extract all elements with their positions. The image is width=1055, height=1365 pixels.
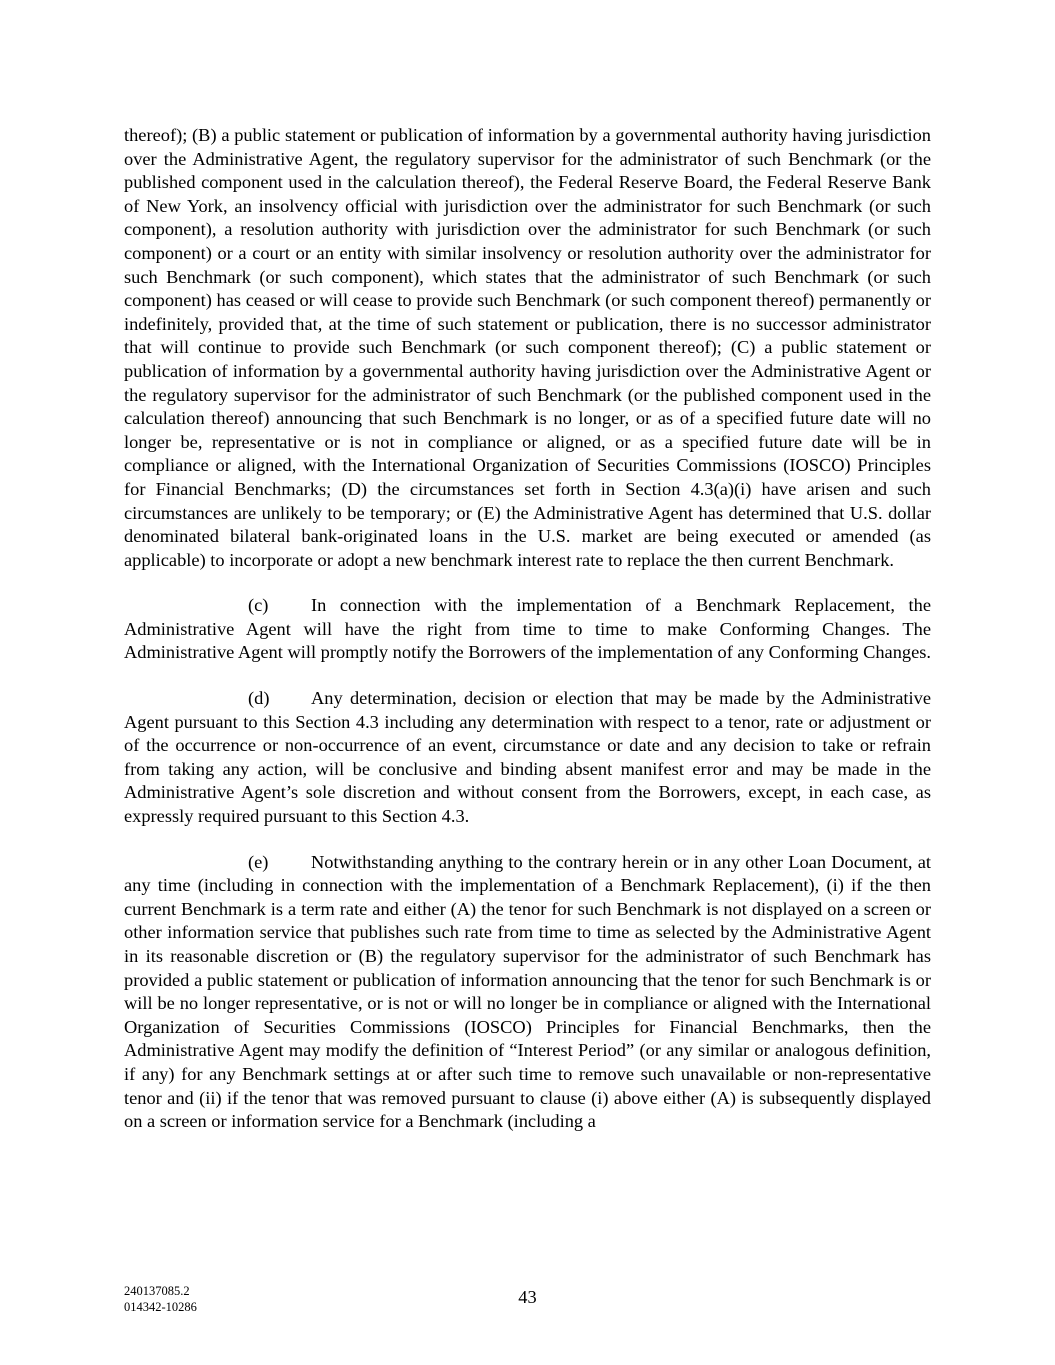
paragraph-text: thereof); (B) a public statement or publication of information by a governmental authority having jurisdiction over the Administrative Agent, the regulatory supervisor for the administrator of such Benchmark (or the published component used in the calculation thereof), the Federal Reserve Board, the Federal Reserve Bank of New York, an insolvency official with jurisdiction over the administrator for such Benchmark (or such component), a resolution authority with jurisdiction over the administrator for such Benchmark (or such component) or a court or an entity with similar insolvency or resolution authority over the administrator for such Benchmark (or such component), which states that the administrator of such Benchmark (or such component) has ceased or will cease to provide such Benchmark (or such component thereof) permanently or indefinitely, provided that, at the time of such statement or publication, there is no successor administrator that will continue to provide such Benchmark (or such component thereof); (C) a public statement or publication of information by a governmental authority having jurisdiction over the Administrative Agent or the regulatory supervisor for the administrator of such Benchmark (or the published component used in the calculation thereof) announcing that such Benchmark is no longer, or as of a specified future date will no longer be, representative or is not in compliance or aligned, or as a specified future date will be in compliance or aligned, with the International Organization of Securities Commissions (IOSCO) Principles for Financial Benchmarks; (D) the circumstances set forth in Section 4.3(a)(i) have arisen and such circumstances are unlikely to be temporary; or (E) the Administrative Agent has determined that U.S. dollar denominated bilateral bank-originated loans in the U.S. market are being executed or amended (as applicable) to incorporate or adopt a new benchmark interest rate to replace the then current Benchmark.: [124, 125, 931, 570]
footer-matter-id: 014342-10286: [124, 1300, 197, 1314]
footer-doc-id: 240137085.2: [124, 1284, 190, 1298]
paragraph-continuation: [124, 124, 931, 572]
page-number: 43: [518, 1287, 537, 1307]
paragraph-c: [124, 594, 931, 665]
paragraph-e: [124, 851, 931, 1134]
paragraph-text: In connection with the implementation of a Benchmark Replacement, the Administrative Agent will have the right from time to time to make Conforming Changes. The Administrative Agent will promptly notify the Borrowers of the implementation of any Conforming Changes.: [124, 595, 932, 663]
paragraph-label: (e): [248, 851, 269, 872]
paragraph-label: (c): [248, 595, 269, 616]
paragraph-label: (d): [248, 688, 270, 709]
paragraph-d: [124, 687, 931, 829]
document-body: [124, 124, 931, 1156]
paragraph-text: Any determination, decision or election that may be made by the Administrative Agent pursuant to this Section 4.3 including any determination with respect to a tenor, rate or adjustment or of the occurrence or non-occurrence of an event, circumstance or date and any decision to take or refrain from taking any action, will be conclusive and binding absent manifest error and may be made in the Administrative Agent’s sole discretion and without consent from the Borrowers, except, in each case, as expressly required pursuant to this Section 4.3.: [124, 688, 931, 827]
paragraph-text: Notwithstanding anything to the contrary herein or in any other Loan Document, at any time (including in connection with the implementation of a Benchmark Replacement), (i) if the then current Benchmark is a term rate and either (A) the tenor for such Benchmark is not displayed on a screen or other information service that publishes such rate from time to time as selected by the Administrative Agent in its reasonable discretion or (B) the regulatory supervisor for the administrator of such Benchmark has provided a public statement or publication of information announcing that the tenor for such Benchmark is or will be no longer representative, or is not or will no longer be in compliance or aligned with the International Organization of Securities Commissions (IOSCO) Principles for Financial Benchmarks, then the Administrative Agent may modify the definition of “Interest Period” (or any similar or analogous definition, if any) for any Benchmark settings at or after such time to remove such unavailable or non-representative tenor and (ii) if the tenor that was removed pursuant to clause (i) above either (A) is subsequently displayed on a screen or information service for a Benchmark (including a: [124, 851, 931, 1132]
